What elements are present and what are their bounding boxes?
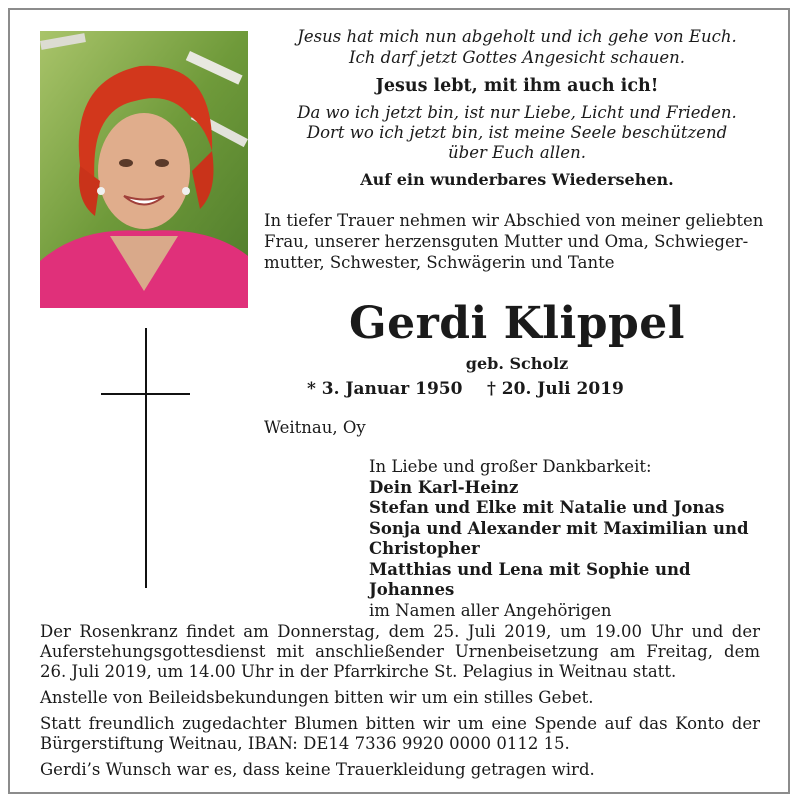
farewell-line-3: mutter, Schwester, Schwägerin und Tante (264, 253, 615, 272)
family-member: Sonja und Alexander mit Maximilian und (369, 518, 749, 538)
verse-line-4: Dort wo ich jetzt bin, ist meine Seele beschützend (306, 123, 728, 142)
portrait-photo (40, 31, 248, 308)
family-member: Matthias und Lena mit Sophie und Johannes (369, 559, 691, 599)
verse-line-2: Ich darf jetzt Gottes Angesicht schauen. (349, 48, 685, 67)
cross-icon (145, 328, 147, 588)
rosary-line-3: 26. Juli 2019, um 14.00 Uhr in der Pfarrkirche St. Pelagius in Weitnau statt. (40, 662, 677, 681)
donation-notice (40, 714, 760, 754)
wish-notice: Gerdi’s Wunsch war es, dass keine Trauerkleidung getragen wird. (40, 760, 595, 779)
rosary-line-1: Der Rosenkranz findet am Donnerstag, dem 25. Juli 2019, um 19.00 Uhr und der (40, 622, 760, 641)
condolence-notice: Anstelle von Beileidsbekundungen bitten wir um ein stilles Gebet. (40, 688, 594, 707)
family-member: Christopher (369, 539, 480, 558)
place: Weitnau, Oy (264, 418, 366, 437)
farewell-line-2: Frau, unserer herzensguten Mutter und Oma, Schwieger- (264, 232, 749, 251)
verse-headline: Jesus lebt, mit ihm auch ich! (375, 76, 659, 96)
family-intro: In Liebe und großer Dankbarkeit: (369, 457, 652, 476)
verse-closing: Auf ein wunderbares Wiedersehen. (360, 170, 674, 189)
rosary-line-2: Auferstehungsgottesdienst mit anschließender Urnenbeisetzung am Freitag, dem (40, 642, 760, 661)
birth-date: * 3. Januar 1950 (307, 379, 463, 399)
donation-line-1: Statt freundlich zugedachter Blumen bitten wir um eine Spende auf das Konto der (40, 714, 760, 733)
death-date: † 20. Juli 2019 (487, 379, 624, 399)
cross-icon-bar (101, 393, 190, 395)
verse-line-5: über Euch allen. (448, 143, 586, 162)
family-member: Dein Karl-Heinz (369, 477, 519, 497)
family-member: Stefan und Elke mit Natalie und Jonas (369, 498, 725, 517)
deceased-name: Gerdi Klippel (349, 298, 685, 349)
verse-line-3: Da wo ich jetzt bin, ist nur Liebe, Licht und Frieden. (297, 103, 737, 122)
farewell-line-1: In tiefer Trauer nehmen wir Abschied von meiner geliebten (264, 211, 764, 230)
verse-line-1: Jesus hat mich nun abgeholt und ich gehe von Euch. (297, 27, 737, 46)
family-list (369, 457, 769, 621)
rosary-notice (40, 622, 760, 682)
donation-line-2: Bürgerstiftung Weitnau, IBAN: DE14 7336 9920 0000 0112 15. (40, 734, 570, 753)
born-name: geb. Scholz (465, 354, 569, 373)
family-outro: im Namen aller Angehörigen (369, 600, 612, 620)
